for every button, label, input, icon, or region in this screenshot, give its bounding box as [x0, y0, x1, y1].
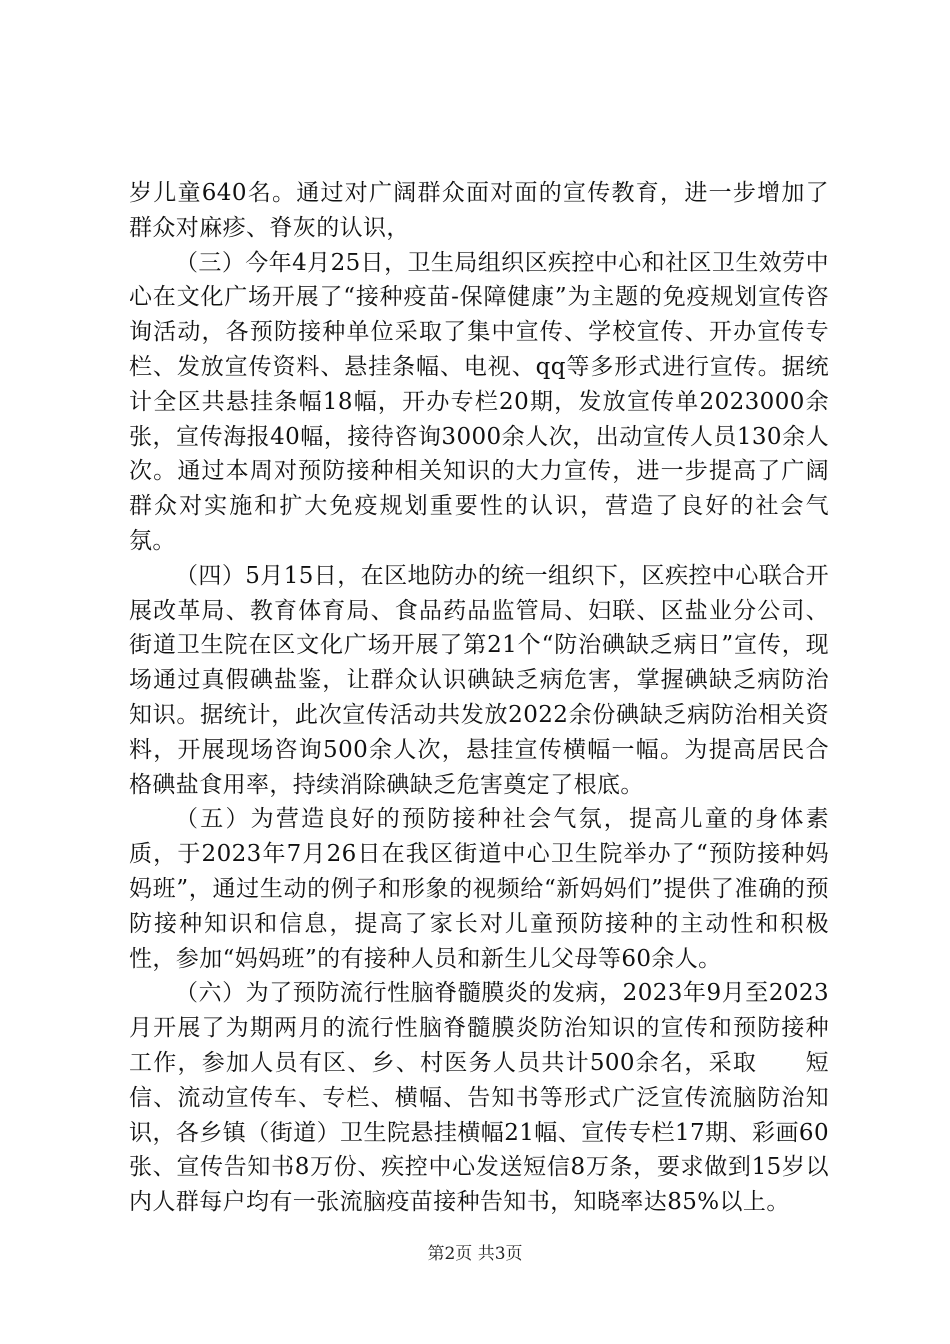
page-footer: 第2页 共3页: [427, 1244, 523, 1264]
paragraph-section-4: （四）5月15日，在区地防办的统一组织下，区疾控中心联合开展改革局、教育体育局、食品药品监管局、妇联、区盐业分公司、街道卫生院在区文化广场开展了第21个“防治碘缺乏病日”宣传，现场通过真假碘盐鉴，让群众认识碘缺乏病危害，掌握碘缺乏病防治知识。据统计，此次宣传活动共发放2022余份碘缺乏病防治相关资料，开展现场咨询500余人次，悬挂宣传横幅一幅。为提高居民合格碘盐食用率，持续消除碘缺乏危害奠定了根底。: [129, 562, 829, 798]
paragraph-section-6: （六）为了预防流行性脑脊髓膜炎的发病，2023年9月至2023月开展了为期两月的流行性脑脊髓膜炎防治知识的宣传和预防接种工作，参加人员有区、乡、村医务人员共计500余名，采取 短信、流动宣传车、专栏、横幅、告知书等形式广泛宣传流脑防治知识，各乡镇（街道）卫生院悬挂横幅21幅、宣传专栏17期、彩画60张、宣传告知书8万份、疾控中心发送短信8万条，要求做到15岁以内人群每户均有一张流脑疫苗接种告知书，知晓率达85%以上。: [129, 980, 829, 1216]
document-body: [129, 176, 829, 1220]
paragraph-continuation: 岁儿童640名。通过对广阔群众面对面的宣传教育，进一步增加了群众对麻疹、脊灰的认识，: [129, 180, 829, 241]
paragraph-section-5: （五）为营造良好的预防接种社会气氛，提高儿童的身体素质，于2023年7月26日在我区街道中心卫生院举办了“预防接种妈妈班”，通过生动的例子和形象的视频给“新妈妈们”提供了准确的预防接种知识和信息，提高了家长对儿童预防接种的主动性和积极性，参加“妈妈班”的有接种人员和新生儿父母等60余人。: [129, 806, 829, 972]
paragraph-section-3: （三）今年4月25日，卫生局组织区疾控中心和社区卫生效劳中心在文化广场开展了“接种疫苗-保障健康”为主题的免疫规划宣传咨询活动，各预防接种单位采取了集中宣传、学校宣传、开办宣传专栏、发放宣传资料、悬挂条幅、电视、qq等多形式进行宣传。据统计全区共悬挂条幅18幅，开办专栏20期，发放宣传单2023000余张，宣传海报40幅，接待咨询3000余人次，出动宣传人员130余人次。通过本周对预防接种相关知识的大力宣传，进一步提高了广阔群众对实施和扩大免疫规划重要性的认识，营造了良好的社会气氛。: [129, 249, 829, 554]
